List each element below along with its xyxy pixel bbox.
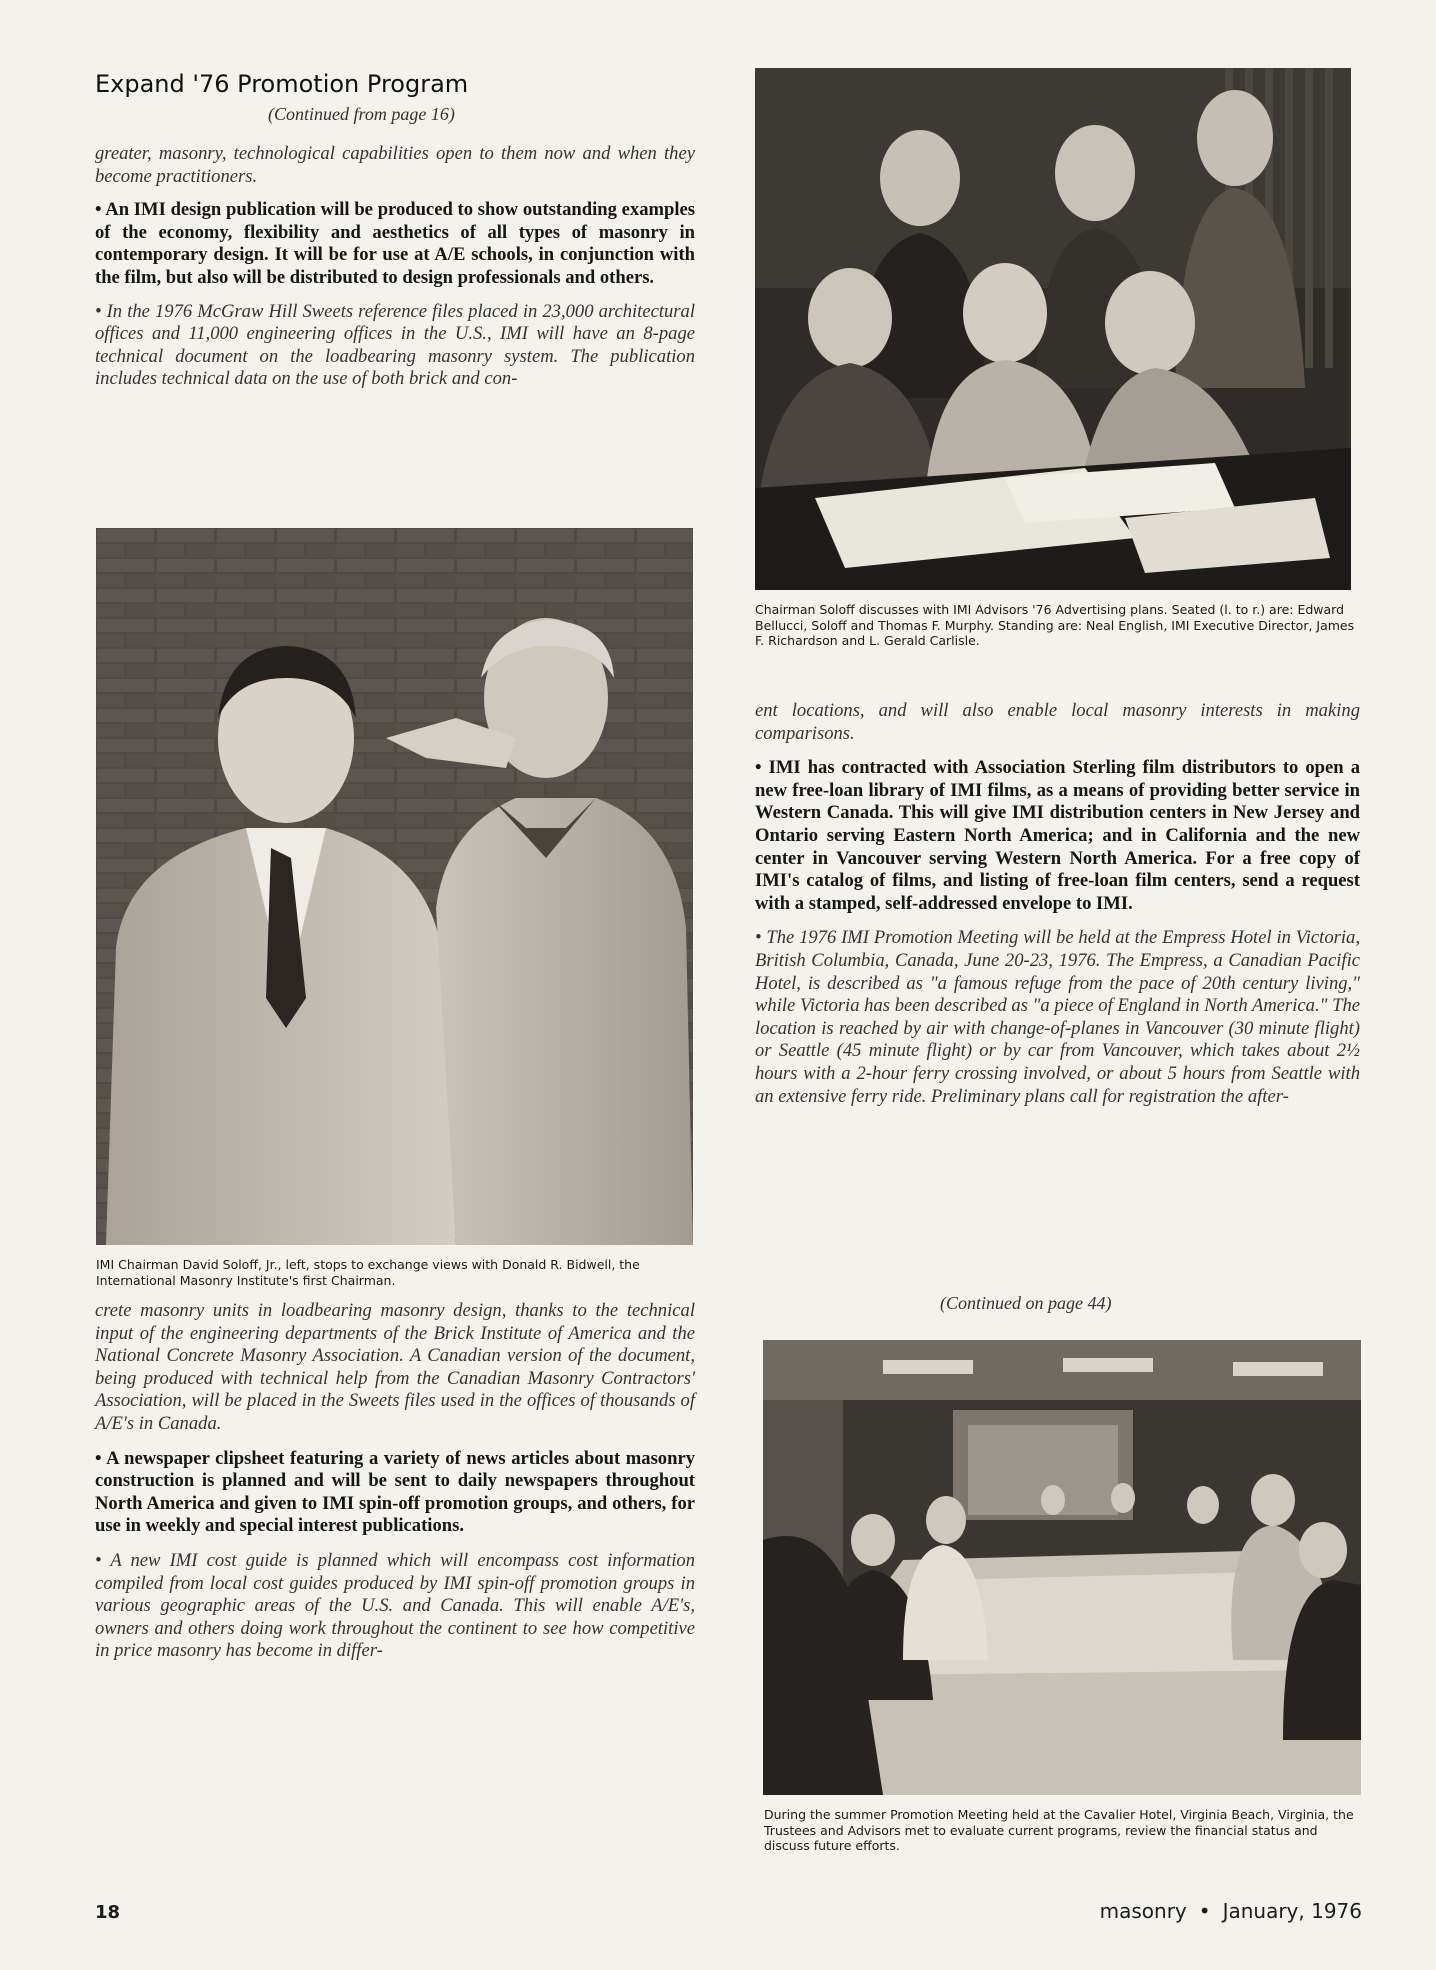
paragraph-4: crete masonry units in loadbearing masonry design, thanks to the technical input of the engineering departments of the Brick Institute of America and the National Concrete Masonry Association. A Canadian version of the document, being produced with technical help from the Canadian Masonry Contractors' Association, will be placed in the Sweets files used in the offices of thousands of A/E's in Canada. xyxy=(95,1300,695,1434)
photo-soloff-bidwell-image xyxy=(96,528,693,1245)
paragraph-8-text: IMI has contracted with Association Sterling film distributors to open a new free-loan library of IMI films, as a means of providing better service in Western Canada. This will give IMI distribution centers in New Jersey and Ontario serving Eastern North America; and in California and the new center in Vancouver serving Western North America. For a free copy of IMI's catalog of films, and listing of free-loan film centers, send a request with a stamped, self-addressed envelope to IMI. xyxy=(755,757,1360,914)
photo-summer-meeting xyxy=(763,1340,1361,1795)
issue-date: January, 1976 xyxy=(1222,1899,1362,1923)
paragraph-6 xyxy=(95,1550,695,1663)
paragraph-9 xyxy=(755,927,1360,1108)
bullet: • xyxy=(95,199,102,221)
photo-soloff-bidwell xyxy=(96,528,693,1245)
bullet: • xyxy=(95,1549,102,1571)
continued-from: (Continued from page 16) xyxy=(268,104,455,124)
paragraph-3 xyxy=(95,301,695,391)
left-column-bottom xyxy=(95,1300,695,1663)
right-column xyxy=(755,700,1360,1108)
paragraph-9-text: The 1976 IMI Promotion Meeting will be held at the Empress Hotel in Victoria, British Columbia, Canada, June 20-23, 1976. The Empress, a Canadian Pacific Hotel, is described as "a famous refuge from the pace of 20th century living," while Victoria has been described as "a piece of England in North America." The location is reached by air with change-of-planes in Vancouver (30 minute flight) or Seattle (45 minute flight) or by car from Vancouver, which takes about 2½ hours with a 2-hour ferry crossing involved, or about 5 hours from Seattle with an extensive ferry ride. Preliminary plans call for registration the after- xyxy=(755,927,1360,1107)
bullet: • xyxy=(755,927,762,949)
bullet: • xyxy=(95,1447,102,1469)
article-title: Expand '76 Promotion Program xyxy=(95,70,469,98)
paragraph-5 xyxy=(95,1448,695,1538)
footer-separator: • xyxy=(1198,1899,1211,1923)
photo-advisors-meeting xyxy=(755,68,1351,590)
publication-name: masonry xyxy=(1099,1899,1187,1923)
caption-photo-3: During the summer Promotion Meeting held at the Cavalier Hotel, Virginia Beach, Virginia, the Trustees and Advisors met to evaluate current programs, review the financial status and discuss future efforts. xyxy=(764,1807,1354,1853)
bullet: • xyxy=(95,300,102,322)
paragraph-3-text: In the 1976 McGraw Hill Sweets reference files placed in 23,000 architectural offices and 11,000 engineering offices in the U.S., IMI will have an 8-page technical document on the loadbearing masonry system. The publication includes technical data on the use of both brick and con- xyxy=(95,300,695,390)
caption-photo-1: IMI Chairman David Soloff, Jr., left, stops to exchange views with Donald R. Bidwell, the International Masonry Institute's first Chairman. xyxy=(96,1257,640,1288)
paragraph-7: ent locations, and will also enable local masonry interests in making comparisons. xyxy=(755,700,1360,744)
paragraph-1: greater, masonry, technological capabilities open to them now and when they become practitioners. xyxy=(95,143,695,187)
paragraph-8 xyxy=(755,757,1360,915)
left-column-top xyxy=(95,143,695,391)
bullet: • xyxy=(755,757,762,779)
continued-on: (Continued on page 44) xyxy=(940,1293,1112,1313)
paragraph-6-text: A new IMI cost guide is planned which will encompass cost information compiled from local cost guides produced by IMI spin-off promotion groups in various geographic areas of the U.S. and Canada. This will enable A/E's, owners and others doing work throughout the continent to see how competitive in price masonry has become in differ- xyxy=(95,1549,695,1662)
photo-advisors-image xyxy=(755,68,1351,590)
paragraph-5-text: A newspaper clipsheet featuring a variety of news articles about masonry construction is planned and will be sent to daily newspapers throughout North America and given to IMI spin-off promotion groups, and others, for use in weekly and special interest publications. xyxy=(95,1447,695,1537)
photo-summer-meeting-image xyxy=(763,1340,1361,1795)
paragraph-2-text: An IMI design publication will be produced to show outstanding examples of the economy, flexibility and aesthetics of all types of masonry in contemporary design. It will be for use at A/E schools, in conjunction with the film, but also will be distributed to design professionals and others. xyxy=(95,199,696,288)
caption-photo-2: Chairman Soloff discusses with IMI Advisors '76 Advertising plans. Seated (l. to r.) are: Edward Bellucci, Soloff and Thomas F. Murphy. Standing are: Neal English, IMI Executive Director, James F. Richardson and L. Gerald Carlisle. xyxy=(755,602,1355,648)
publication-footer xyxy=(1100,1899,1362,1923)
page-number: 18 xyxy=(95,1902,121,1923)
paragraph-2 xyxy=(95,199,695,289)
